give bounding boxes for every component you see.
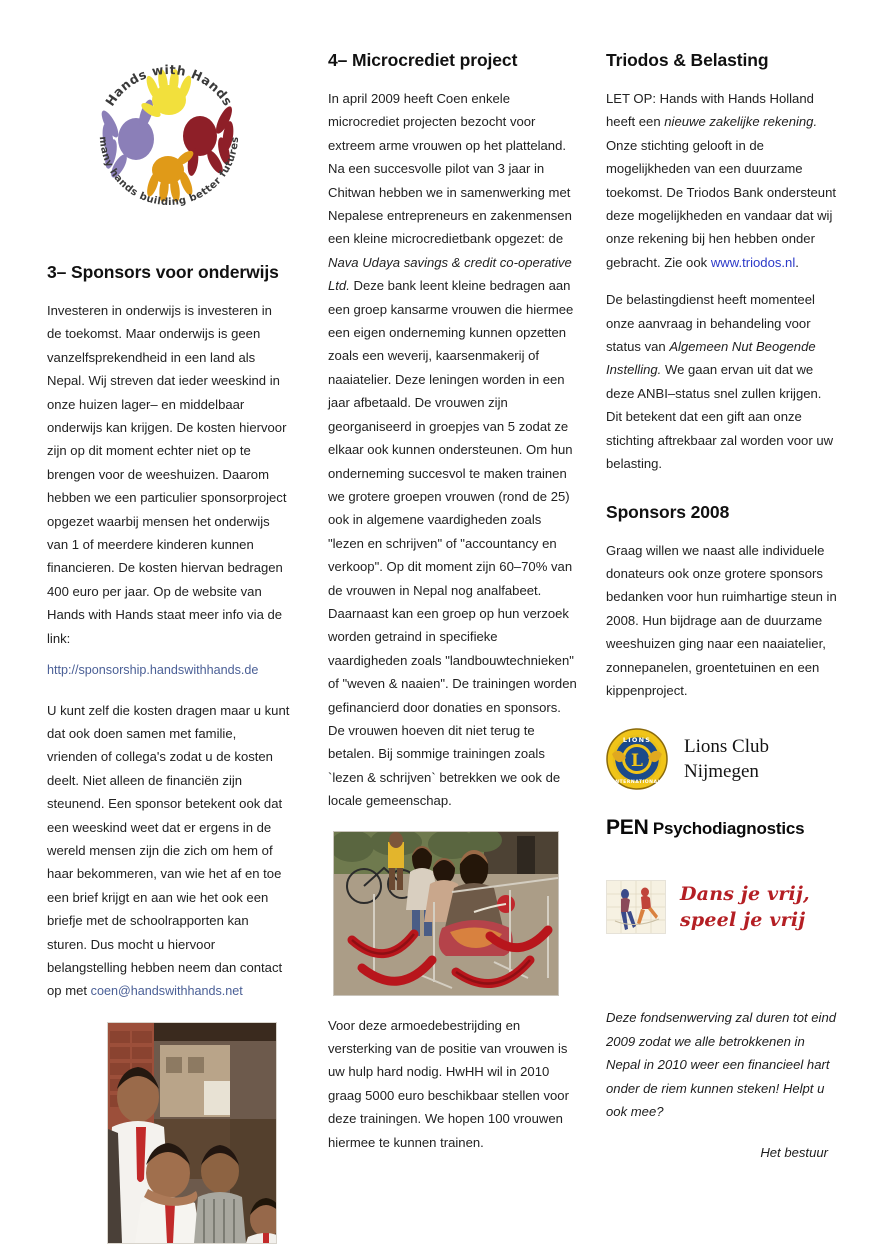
dans-line1: Dans je vrij,: [680, 883, 810, 906]
sponsor-lions-club: [606, 728, 840, 790]
pen-logo-rest: Psychodiagnostics: [652, 819, 805, 839]
sponsor-dans-je-vrij: [606, 880, 840, 934]
signature-het-bestuur: Het bestuur: [760, 1145, 828, 1161]
photo-women-weaving: [333, 831, 559, 996]
paragraph-microcrediet: [328, 87, 578, 813]
paragraph-armoedebestrijding: Voor deze armoedebestrijding en versterking van de positie van vrouwen is uw hulp hard nodig. HwHH wil in 2010 graag 5000 euro beschikbaar stellen voor deze trainingen. We hopen 100 vrouwen hiermee te kunnen trainen.: [328, 1017, 569, 1150]
hands-with-hands-logo: [74, 44, 264, 224]
belasting-italic-anbi: Algemeen Nut Beogende Instelling.: [606, 339, 816, 378]
microcrediet-text-part1: In april 2009 heeft Coen enkele microcrediet projecten bezocht voor extreem arme vrouwen op het platteland. Na een succesvolle pilot van 3 jaar in Chitwan hebben we in samenwerking met Nepalese entrepreneurs en zakenmensen een kleine microcredietbank opgezet: de: [328, 91, 572, 247]
link-sponsorship-website-wrap: [47, 658, 290, 682]
svg-text:INTERNATIONAL: INTERNATIONAL: [613, 780, 661, 786]
heading-triodos-belasting: Triodos & Belasting: [606, 50, 769, 70]
paragraph-sponsors-2008: Graag willen we naast alle individuele donateurs ook onze grotere sponsors bedanken voor hun ruimhartige steun in 2008. Hun bijdrage aan de duurzame weeshuizen ging naar een naaiatelier, zonnepanelen, groentetuinen en een kippenproject.: [606, 542, 837, 698]
dans-je-vrij-text: [680, 881, 810, 933]
lions-club-line2: Nijmegen: [684, 761, 759, 783]
triodos-text-part2: Onze stichting gelooft in de mogelijkheden van een duurzame toekomst. De Triodos Bank ondersteunt deze mogelijkheden en vandaar dat wij onze rekening bij hen hebben onder gebracht. Zie ook: [606, 137, 836, 270]
lions-club-name: [684, 734, 769, 784]
logo-bottom-text: many hands building better futures: [96, 135, 241, 209]
column-left: [0, 0, 320, 1245]
closing-statement: Deze fondsenwerving zal duren tot eind 2009 zodat we alle betrokkenen in Nepal in 2010 weer een financieel hart onder de riem kunnen steken! Helpt u ook mee?: [606, 1010, 837, 1119]
link-triodos-website[interactable]: www.triodos.nl: [710, 254, 796, 270]
belasting-text-part1: De belastingdienst heeft momenteel onze aanvraag in behandeling voor status van: [606, 292, 815, 355]
sponsor-logos: [606, 728, 840, 934]
link-coen-email[interactable]: coen@handswithhands.net: [90, 984, 243, 999]
microcrediet-bank-name: Nava Udaya savings & credit co-operative Ltd.: [328, 254, 572, 294]
svg-text:L: L: [631, 751, 643, 772]
microcrediet-text-part2: Deze bank leent kleine bedragen aan een groep kansarme vrouwen die hiermee een eigen onderneming kunnen opzetten zoals een weverij, kaarsenmakerij of naaiatelier. Deze leningen worden in een jaar afbetaald. De vrouwen zijn georganiseerd in groepjes van 5 zodat ze elkaar ook kunnen ondersteunen. Om hun onderneming succesvol te maken trainen we grotere groepen vrouwen (rond de 25) ook in algemene vaardigheden zoals "lezen en schrijven" of "accountancy en verkoop". Op dit moment zijn 60–70% van de vrouwen in Nepal nog analfabeet. Daarnaast kan een groep op hun verzoek worden getraind in specifieke vaardigheden zoals "landbouwtechnieken" of "weven & naaien". De trainingen worden gefinancierd door donaties en sponsors. De vrouwen hoeven dit niet terug te betalen. Bij sommige trainingen zoals `lezen & schrijven` betrekken we ook de locale gemeenschap.: [328, 278, 577, 809]
heading-sponsors-2008: Sponsors 2008: [606, 501, 730, 522]
belasting-text-part2: We gaan ervan uit dat we deze ANBI–status snel zullen krijgen. Dit betekent dat een gift aan onze stichting aftrekbaar zal worden voor uw belasting.: [606, 362, 834, 472]
link-sponsorship-website[interactable]: http://sponsorship.handswithhands.de: [47, 663, 259, 678]
triodos-italic-rekening: nieuwe zakelijke rekening.: [664, 114, 818, 130]
sponsor-pen-psychodiagnostics: [606, 816, 840, 840]
dancers-illustration: [606, 880, 666, 934]
heading-sponsors-onderwijs: 3– Sponsors voor onderwijs: [47, 262, 279, 282]
triodos-text-part3: .: [795, 254, 799, 270]
column-middle: [320, 0, 596, 1245]
paragraph-triodos: [606, 87, 840, 274]
svg-text:LIONS: LIONS: [622, 736, 652, 745]
column-right: [596, 0, 880, 1245]
photo-school-children: [107, 1022, 277, 1244]
dans-line2: speel je vrij: [680, 909, 806, 932]
triodos-text-part1: LET OP: Hands with Hands Holland heeft een: [606, 91, 814, 130]
lions-club-line1: Lions Club: [684, 736, 769, 758]
paragraph-sponsors-intro: Investeren in onderwijs is investeren in de toekomst. Maar onderwijs is geen vanzelfsprekendheid in een land als Nepal. Wij streven dat ieder weeskind in onze huizen lager– en middelbaar onderwijs kan krijgen. De kosten hiervoor zijn op dit moment echter niet op te brengen voor de weeshuizen. Daarom hebben we een particulier sponsorproject opgezet waarbij mensen het onderwijs van 1 of meerdere kinderen kunnen financieren. De kosten hiervan bedragen 400 euro per jaar. Op de website van Hands with Hands staat meer info via de link:: [47, 303, 287, 646]
paragraph-sponsor-betekenis-text: U kunt zelf die kosten dragen maar u kunt dat ook doen samen met familie, vrienden of collega's zodat u de kosten deelt. Niet alleen de financiën zijn steunend. Een sponsor betekent ook dat een weeskind weet dat er ergens in de wereld mensen zijn die zich om hem of haar bekommeren, van wie het af en toe een brief krijgt en aan wie het ook een briefje met de schoolrapporten kan sturen. Dus mocht u hiervoor belangstelling hebben neem dan contact op met: [47, 702, 290, 999]
paragraph-sponsor-betekenis: [47, 699, 290, 1004]
pen-logo-strong: PEN: [606, 816, 649, 840]
paragraph-belastingdienst: [606, 288, 840, 475]
heading-microcrediet-project: 4– Microcrediet project: [328, 50, 518, 70]
lions-club-emblem: [606, 728, 668, 790]
logo-top-text: Hands with Hands: [101, 61, 236, 109]
